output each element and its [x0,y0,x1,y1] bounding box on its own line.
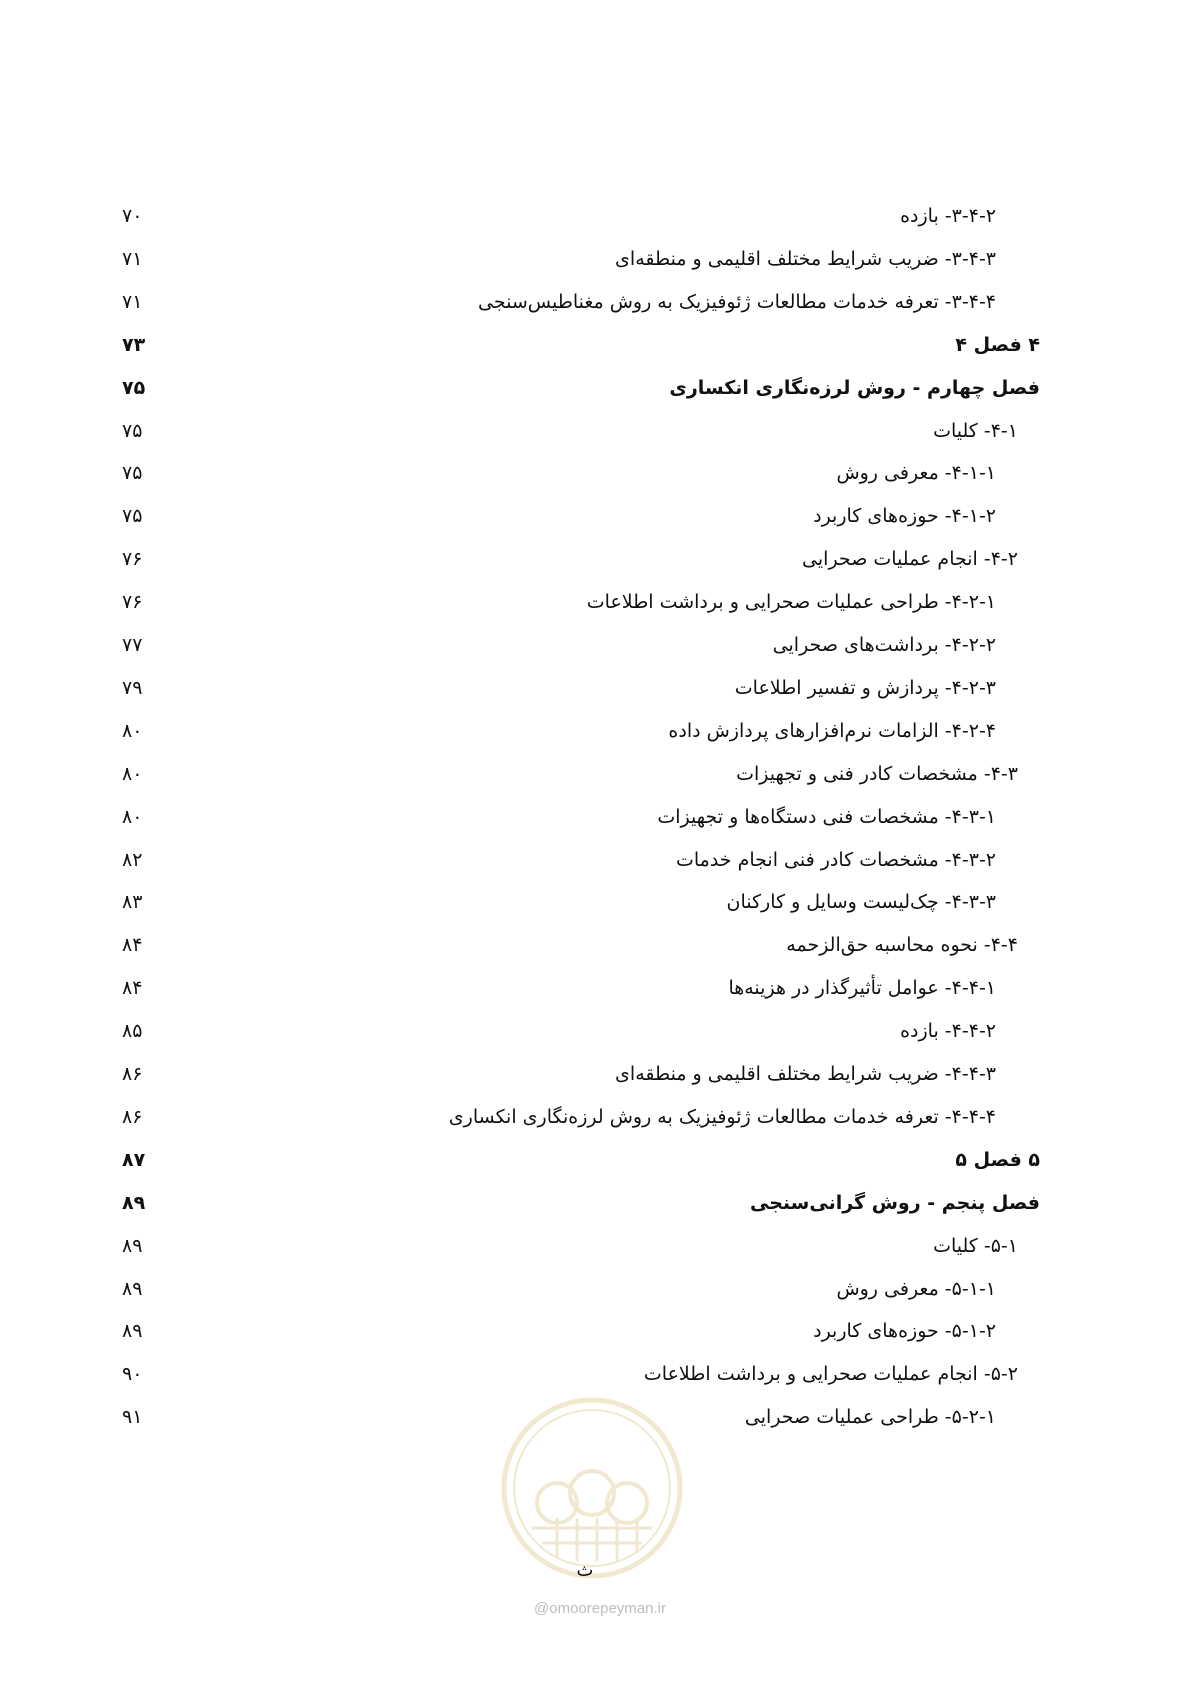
toc-entry[interactable] [120,1183,1040,1223]
toc-entry-page: ۸۰ [122,720,143,742]
toc-entry-page: ۸۷ [122,1149,146,1171]
toc-entry-title: ۴-۱-۲- حوزه‌های کاربرد [813,505,996,527]
toc-entry[interactable] [120,968,1040,1008]
toc-entry[interactable] [120,1140,1040,1180]
toc-entry[interactable] [120,1354,1040,1394]
toc-entry-title: ۴-۳-۱- مشخصات فنی دستگاه‌ها و تجهیزات [657,806,996,828]
toc-entry[interactable] [120,368,1040,408]
toc-entry-title: ۴-۱-۱- معرفی روش [836,462,996,484]
toc-entry[interactable] [120,411,1040,451]
toc-entry-page: ۷۹ [122,677,143,699]
toc-entry-title: ۴-۴-۴- تعرفه خدمات مطالعات ژئوفیزیک به روش لرزه‌نگاری انکساری [448,1106,996,1128]
toc-entry-title: ۴-۲-۲- برداشت‌های صحرایی [772,634,996,656]
toc-entry-page: ۷۵ [122,462,143,484]
toc-entry-page: ۷۱ [122,291,143,313]
toc-entry-page: ۸۳ [122,891,143,913]
toc-entry-title: ۴ فصل ۴ [955,334,1040,356]
watermark-logo-icon [497,1393,687,1583]
toc-entry[interactable] [120,539,1040,579]
toc-entry-page: ۷۱ [122,248,143,270]
toc-entry[interactable] [120,1226,1040,1266]
toc-entry-title: ۴-۴- نحوه محاسبه حق‌الزحمه [786,934,1018,956]
toc-entry-page: ۷۵ [122,505,143,527]
toc-entry-page: ۸۹ [122,1278,143,1300]
toc-entry-page: ۸۹ [122,1235,143,1257]
watermark-site-label: omoorepeyman.ir [549,1600,666,1617]
toc-entry-title: ۳-۴-۳- ضریب شرایط مختلف اقلیمی و منطقه‌ای [615,248,996,270]
toc-entry-title: ۵-۲-۱- طراحی عملیات صحرایی [744,1406,996,1428]
toc-entry-title: ۴-۱- کلیات [933,420,1018,442]
toc-entry[interactable] [120,1311,1040,1351]
toc-entry[interactable] [120,925,1040,965]
toc-entry-title: ۴-۲-۳- پردازش و تفسیر اطلاعات [734,677,996,699]
toc-entry-title: ۵-۱-۲- حوزه‌های کاربرد [813,1320,996,1342]
toc-entry[interactable] [120,1269,1040,1309]
toc-entry[interactable] [120,840,1040,880]
toc-entry-page: ۷۵ [122,420,143,442]
toc-entry[interactable] [120,1097,1040,1137]
toc-entry-title: ۵-۲- انجام عملیات صحرایی و برداشت اطلاعات [643,1363,1018,1385]
toc-entry-page: ۸۴ [122,934,143,956]
toc-entry-page: ۸۰ [122,763,143,785]
toc-entry-page: ۷۶ [122,591,143,613]
toc-entry[interactable] [120,496,1040,536]
toc-entry[interactable] [120,325,1040,365]
toc-entry[interactable] [120,239,1040,279]
toc-entry-title: ۴-۴-۲- بازده [900,1020,996,1042]
toc-entry-title: ۵-۱- کلیات [933,1235,1018,1257]
toc-entry[interactable] [120,282,1040,322]
toc-entry-page: ۹۰ [122,1363,143,1385]
toc-entry-page: ۸۴ [122,977,143,999]
toc-entry[interactable] [120,754,1040,794]
toc-entry-title: ۴-۲-۴- الزامات نرم‌افزارهای پردازش داده [668,720,996,742]
toc-entry[interactable] [120,797,1040,837]
toc-entry-page: ۸۵ [122,1020,143,1042]
toc-entry[interactable] [120,1054,1040,1094]
toc-entry[interactable] [120,453,1040,493]
toc-entry-title: ۴-۲-۱- طراحی عملیات صحرایی و برداشت اطلاعات [586,591,996,613]
toc-entry-title: ۴-۳- مشخصات کادر فنی و تجهیزات [736,763,1018,785]
toc-entry-page: ۸۹ [122,1320,143,1342]
at-icon: @ [534,1600,550,1617]
toc-entry-page: ۷۷ [122,634,143,656]
toc-entry-title: ۵ فصل ۵ [955,1149,1040,1171]
toc-entry-page: ۷۵ [122,377,146,399]
toc-entry-title: ۵-۱-۱- معرفی روش [836,1278,996,1300]
toc-entry[interactable] [120,711,1040,751]
toc-entry-title: ۴-۲- انجام عملیات صحرایی [802,548,1018,570]
toc-entry[interactable] [120,882,1040,922]
toc-entry-page: ۸۶ [122,1106,143,1128]
toc-entry-page: ۹۱ [122,1406,143,1428]
toc-entry-page: ۸۹ [122,1192,146,1214]
toc-entry-page: ۸۶ [122,1063,143,1085]
toc-entry-title: ۴-۴-۳- ضریب شرایط مختلف اقلیمی و منطقه‌ای [615,1063,996,1085]
footer-page-letter: ث [576,1560,594,1581]
toc-entry-page: ۸۲ [122,849,143,871]
toc-entry[interactable] [120,582,1040,622]
toc-entry-title: ۴-۳-۳- چک‌لیست وسایل و کارکنان [726,891,996,913]
toc-entry[interactable] [120,196,1040,236]
watermark-site-text [505,1600,695,1617]
toc-entry-page: ۷۰ [122,205,143,227]
toc-entry[interactable] [120,625,1040,665]
toc-entry-page: ۷۳ [122,334,146,356]
toc-entry-page: ۷۶ [122,548,143,570]
toc-entry-title: ۴-۳-۲- مشخصات کادر فنی انجام خدمات [675,849,996,871]
toc-entry-title: ۳-۴-۴- تعرفه خدمات مطالعات ژئوفیزیک به روش مغناطیس‌سنجی [477,291,996,313]
toc-entry[interactable] [120,668,1040,708]
toc-entry-title: فصل پنجم - روش گرانی‌سنجی [749,1192,1040,1214]
toc-entry-title: ۴-۴-۱- عوامل تأثیرگذار در هزینه‌ها [728,977,996,999]
toc-entry-title: فصل چهارم - روش لرزه‌نگاری انکساری [669,377,1040,399]
toc-entry-page: ۸۰ [122,806,143,828]
toc-entry[interactable] [120,1011,1040,1051]
toc-entry-title: ۳-۴-۲- بازده [900,205,996,227]
